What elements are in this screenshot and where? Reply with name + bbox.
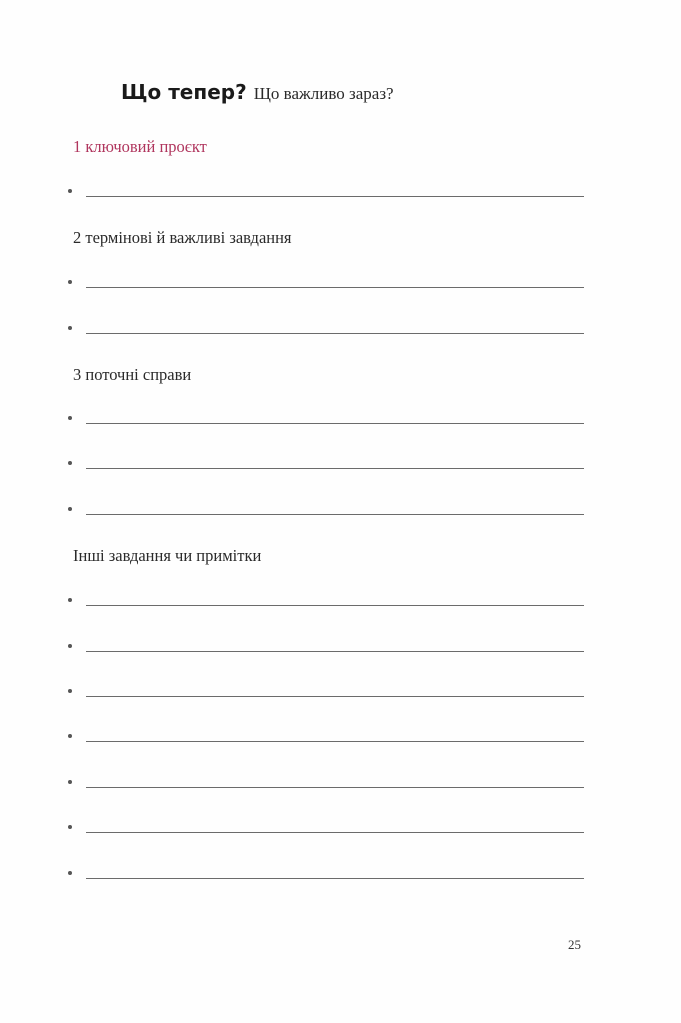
writing-line[interactable]: [68, 867, 584, 879]
section-heading-urgent-tasks: 2 термінові й важливі завдання: [73, 228, 292, 247]
line-rule: [86, 878, 584, 879]
page-title-subtitle: Що важливо зараз?: [253, 84, 394, 103]
page-number: 25: [568, 937, 581, 952]
section-heading-other-notes: Інші завдання чи примітки: [73, 546, 262, 565]
line-rule: [86, 832, 584, 833]
writing-line[interactable]: [68, 776, 584, 788]
section-heading-key-project: 1 ключовий проєкт: [73, 137, 207, 156]
bullet-icon: [68, 189, 72, 193]
bullet-icon: [68, 871, 72, 875]
bullet-icon: [68, 644, 72, 648]
section-heading-current-tasks: 3 поточні справи: [73, 365, 192, 384]
bullet-icon: [68, 507, 72, 511]
bullet-icon: [68, 689, 72, 693]
writing-line[interactable]: [68, 503, 584, 515]
writing-line[interactable]: [68, 412, 584, 424]
bullet-icon: [68, 598, 72, 602]
line-rule: [86, 514, 584, 515]
writing-line[interactable]: [68, 685, 584, 697]
writing-line[interactable]: [68, 821, 584, 833]
page-title-main: Що тепер?: [121, 80, 247, 104]
writing-line[interactable]: [68, 276, 584, 288]
writing-line[interactable]: [68, 730, 584, 742]
bullet-icon: [68, 416, 72, 420]
bullet-icon: [68, 326, 72, 330]
line-rule: [86, 605, 584, 606]
line-rule: [86, 468, 584, 469]
line-rule: [86, 333, 584, 334]
writing-line[interactable]: [68, 185, 584, 197]
writing-line[interactable]: [68, 640, 584, 652]
line-rule: [86, 423, 584, 424]
page-title: [121, 80, 394, 104]
writing-line[interactable]: [68, 594, 584, 606]
writing-line[interactable]: [68, 457, 584, 469]
line-rule: [86, 741, 584, 742]
line-rule: [86, 696, 584, 697]
line-rule: [86, 287, 584, 288]
bullet-icon: [68, 461, 72, 465]
line-rule: [86, 651, 584, 652]
line-rule: [86, 196, 584, 197]
writing-line[interactable]: [68, 322, 584, 334]
bullet-icon: [68, 780, 72, 784]
bullet-icon: [68, 734, 72, 738]
line-rule: [86, 787, 584, 788]
bullet-icon: [68, 280, 72, 284]
bullet-icon: [68, 825, 72, 829]
